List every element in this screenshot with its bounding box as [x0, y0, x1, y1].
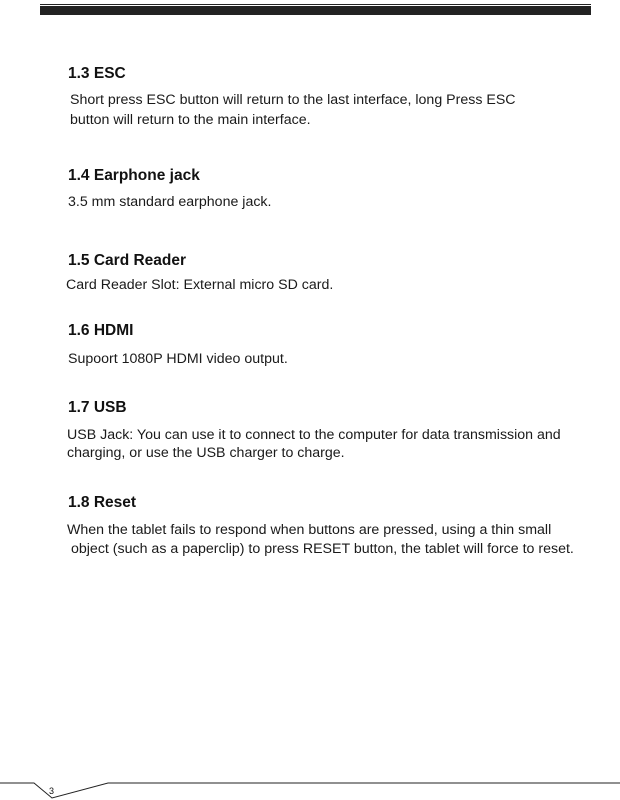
page-number: 3 [49, 786, 55, 796]
section-text-usb-line1: USB Jack: You can use it to connect to the computer for data transmission and [67, 427, 561, 443]
section-heading-card-reader: 1.5 Card Reader [68, 252, 187, 269]
section-heading-earphone-jack: 1.4 Earphone jack [68, 167, 200, 184]
section-text-hdmi: Supoort 1080P HDMI video output. [68, 351, 288, 367]
section-text-reset-line1: When the tablet fails to respond when buttons are pressed, using a thin small [67, 522, 552, 538]
section-heading-esc: 1.3 ESC [68, 65, 126, 82]
section-text-esc-line2: button will return to the main interface. [70, 112, 311, 128]
section-heading-reset: 1.8 Reset [68, 494, 137, 511]
section-text-earphone-jack: 3.5 mm standard earphone jack. [68, 194, 272, 210]
section-text-reset-line2: object (such as a paperclip) to press RESET button, the tablet will force to reset. [71, 541, 574, 557]
section-text-usb-line2: charging, or use the USB charger to charge. [67, 445, 345, 461]
section-heading-usb: 1.7 USB [68, 399, 127, 416]
section-text-card-reader: Card Reader Slot: External micro SD card. [66, 277, 334, 293]
section-heading-hdmi: 1.6 HDMI [68, 322, 134, 339]
section-text-esc-line1: Short press ESC button will return to the last interface, long Press ESC [70, 92, 516, 108]
